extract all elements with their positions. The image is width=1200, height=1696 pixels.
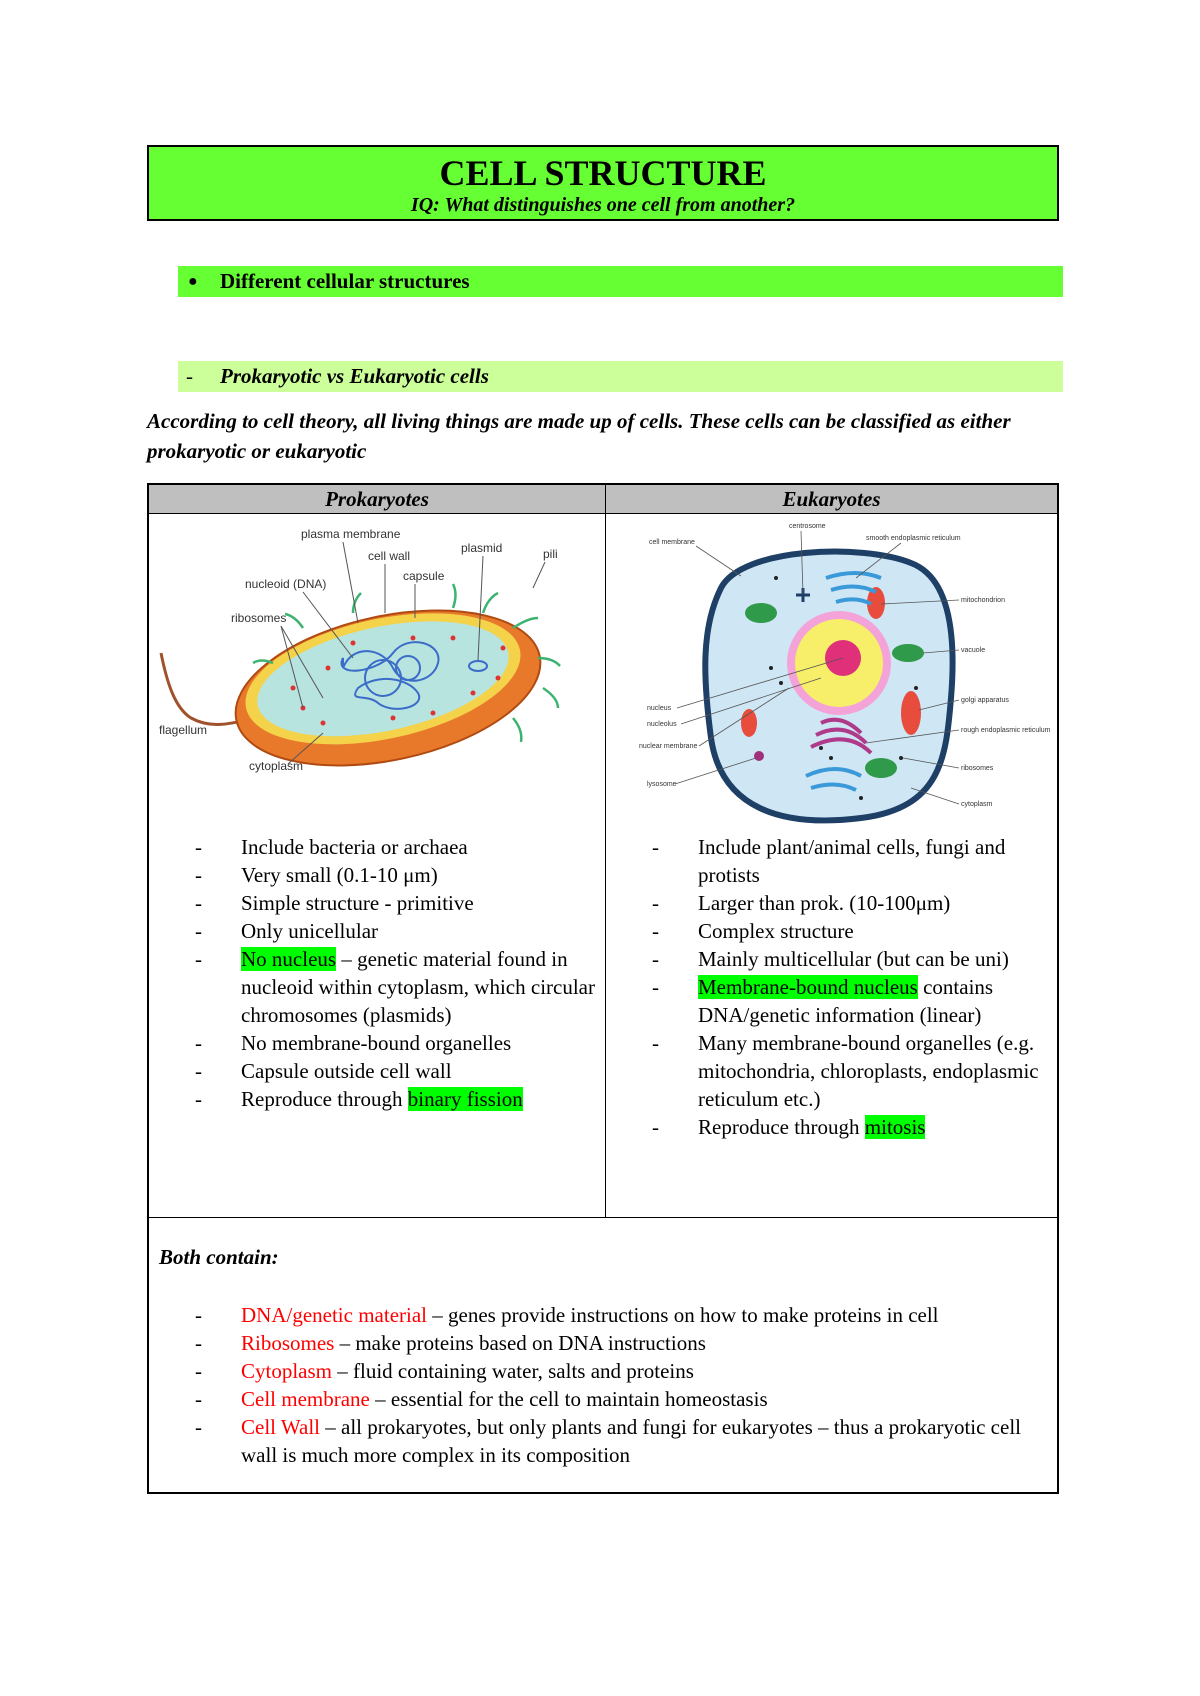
title-box bbox=[147, 145, 1059, 221]
term-cell-membrane: Cell membrane bbox=[241, 1387, 370, 1411]
label-cytoplasm: cytoplasm bbox=[249, 759, 304, 773]
label-rough-er: rough endoplasmic reticulum bbox=[961, 727, 1051, 734]
vacuole-shape-1 bbox=[745, 603, 777, 623]
both-contain-list bbox=[195, 1301, 1050, 1469]
label-plasmid: plasmid bbox=[461, 541, 503, 555]
comparison-table bbox=[147, 483, 1059, 1494]
vacuole-shape-3 bbox=[865, 758, 897, 778]
column-divider bbox=[605, 485, 606, 1217]
list-item: - Mainly multicellular (but can be uni) bbox=[652, 945, 1052, 973]
list-item: - Include bacteria or archaea bbox=[195, 833, 595, 861]
label-cell-membrane: cell membrane bbox=[649, 539, 695, 546]
list-item-text: – make proteins based on DNA instructions bbox=[334, 1331, 706, 1355]
list-item bbox=[195, 1301, 1050, 1329]
bullet-heading-bar bbox=[178, 266, 1063, 297]
label-ribosomes-euk: ribosomes bbox=[961, 765, 994, 772]
label-pili: pili bbox=[543, 547, 558, 561]
label-vacuole: vacuole bbox=[961, 647, 986, 654]
list-item-text: – fluid containing water, salts and proteins bbox=[332, 1359, 694, 1383]
bullet-icon: ● bbox=[188, 273, 198, 290]
label-cytoplasm-euk: cytoplasm bbox=[961, 801, 993, 808]
list-item: - Only unicellular bbox=[195, 917, 595, 945]
list-item bbox=[195, 945, 595, 1029]
intro-paragraph: According to cell theory, all living things are made up of cells. These cells can be classified as either prokaryotic or eukaryotic bbox=[147, 409, 1011, 463]
highlight-no-nucleus: No nucleus bbox=[241, 947, 337, 971]
list-item bbox=[195, 1413, 1050, 1469]
term-cytoplasm: Cytoplasm bbox=[241, 1359, 333, 1383]
label-golgi: golgi apparatus bbox=[961, 697, 1009, 704]
eukaryote-list bbox=[652, 833, 1052, 1141]
vacuole-shape-2 bbox=[892, 644, 924, 662]
label-mitochondrion: mitochondrion bbox=[961, 597, 1005, 604]
list-item-text: Reproduce through bbox=[241, 1087, 408, 1111]
prokaryote-diagram bbox=[153, 518, 601, 798]
row-divider bbox=[149, 1217, 1057, 1218]
label-nuclear-membrane: nuclear membrane bbox=[639, 743, 698, 750]
list-item: - No membrane-bound organelles bbox=[195, 1029, 595, 1057]
label-smooth-er: smooth endoplasmic reticulum bbox=[866, 535, 961, 542]
mitochondrion-shape-1 bbox=[901, 691, 921, 735]
eukaryote-diagram bbox=[611, 518, 1057, 838]
list-item: - Capsule outside cell wall bbox=[195, 1057, 595, 1085]
section-heading: Prokaryotic vs Eukaryotic cells bbox=[220, 364, 489, 388]
list-item: - Include plant/animal cells, fungi and protists bbox=[652, 833, 1052, 889]
label-lysosome: lysosome bbox=[647, 781, 677, 788]
label-nucleus: nucleus bbox=[647, 705, 672, 712]
list-item: - Simple structure - primitive bbox=[195, 889, 595, 917]
lysosome-shape bbox=[754, 751, 764, 761]
list-item bbox=[195, 1357, 1050, 1385]
list-item-text: contains DNA/genetic information (linear) bbox=[698, 975, 994, 1027]
list-item-text: Reproduce through bbox=[698, 1115, 865, 1139]
section-heading-bar bbox=[178, 361, 1063, 392]
page-title: CELL STRUCTURE bbox=[439, 153, 767, 193]
list-item-text: – genetic material found in nucleoid within cytoplasm, which circular chromosomes (plasmids) bbox=[241, 947, 595, 1027]
list-item bbox=[195, 1329, 1050, 1357]
list-item: - Many membrane-bound organelles (e.g. mitochondria, chloroplasts, endoplasmic reticulum etc.) bbox=[652, 1029, 1052, 1113]
term-ribosomes: Ribosomes bbox=[241, 1331, 335, 1355]
list-item bbox=[195, 1085, 595, 1113]
header-prokaryotes: Prokaryotes bbox=[149, 485, 605, 514]
list-item: - Larger than prok. (10-100μm) bbox=[652, 889, 1052, 917]
list-item-text: – essential for the cell to maintain homeostasis bbox=[369, 1387, 768, 1411]
list-item: - Complex structure bbox=[652, 917, 1052, 945]
highlight-binary-fission: binary fission bbox=[407, 1087, 523, 1111]
mitochondrion-shape-2 bbox=[741, 709, 757, 737]
bullet-heading: Different cellular structures bbox=[220, 269, 470, 293]
term-dna: DNA/genetic material bbox=[241, 1303, 428, 1327]
list-item-text: – genes provide instructions on how to make proteins in cell bbox=[427, 1303, 939, 1327]
label-flagellum: flagellum bbox=[159, 723, 208, 737]
highlight-membrane-bound-nucleus: Membrane-bound nucleus bbox=[698, 975, 918, 999]
dash-marker: - bbox=[186, 364, 193, 388]
label-nucleolus: nucleolus bbox=[647, 721, 677, 728]
both-contain-heading: Both contain: bbox=[159, 1245, 279, 1269]
list-item-text: – all prokaryotes, but only plants and fungi for eukaryotes – thus a prokaryotic cell wall is much more complex in its composition bbox=[241, 1415, 1021, 1467]
label-capsule: capsule bbox=[403, 569, 445, 583]
term-cell-wall: Cell Wall bbox=[241, 1415, 320, 1439]
list-item: - Very small (0.1-10 μm) bbox=[195, 861, 595, 889]
header-eukaryotes: Eukaryotes bbox=[606, 485, 1057, 514]
label-nucleoid: nucleoid (DNA) bbox=[245, 577, 327, 591]
list-item bbox=[652, 1113, 1052, 1141]
page-subtitle: IQ: What distinguishes one cell from another? bbox=[410, 194, 796, 216]
label-plasma-membrane: plasma membrane bbox=[301, 527, 401, 541]
label-ribosomes: ribosomes bbox=[231, 611, 287, 625]
list-item bbox=[195, 1385, 1050, 1413]
highlight-mitosis: mitosis bbox=[864, 1115, 926, 1139]
label-centrosome: centrosome bbox=[789, 523, 826, 530]
label-cell-wall: cell wall bbox=[368, 549, 411, 563]
list-item bbox=[652, 973, 1052, 1029]
prokaryote-list bbox=[195, 833, 595, 1113]
